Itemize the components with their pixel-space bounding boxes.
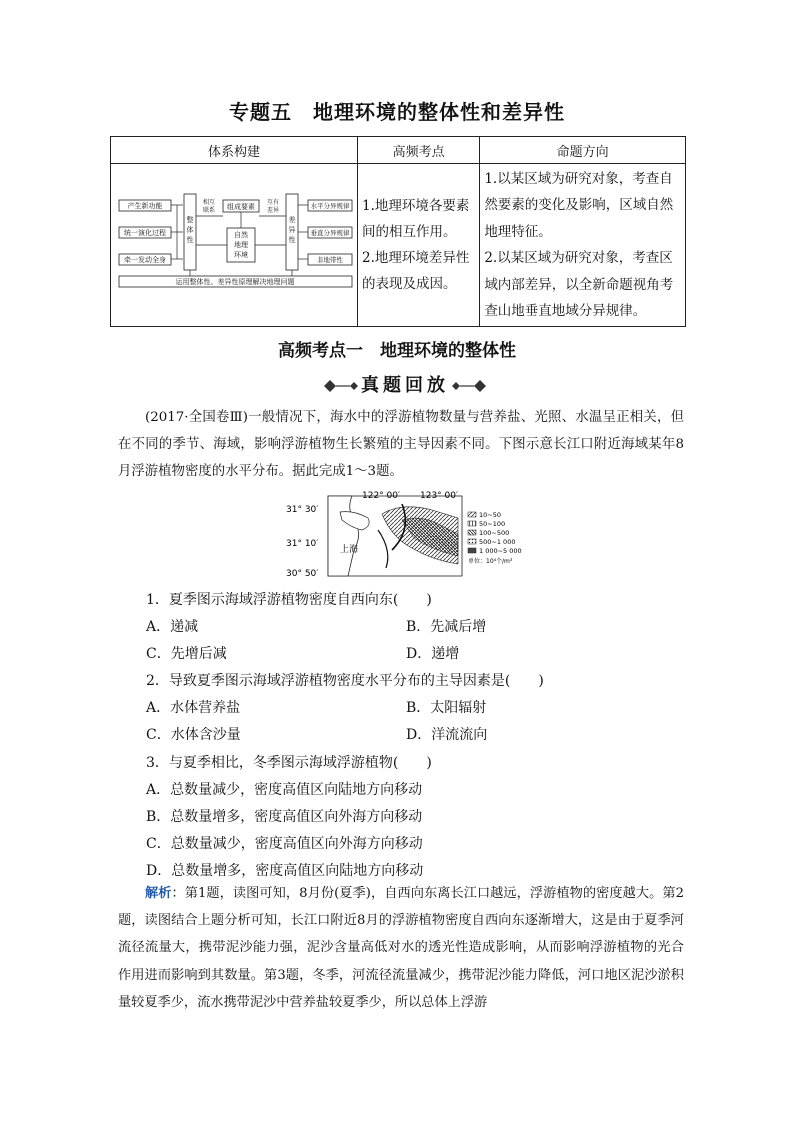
legend-item: 50~100 [479,520,506,528]
diagram-bottom: 运用整体性、差异性原理解决地理问题 [175,278,295,286]
diagram-components: 组成要素 [227,203,255,211]
table-header: 体系构建 [111,137,358,164]
option: B．先减后增 [406,619,487,635]
option: D．递增 [406,646,460,662]
key-points-cell [358,164,480,327]
map-lat-label: 30° 50′ [286,569,319,578]
option: C．总数量减少，密度高值区向外海方向移动 [146,836,423,852]
question-1: 1．夏季图示海域浮游植物密度自西向东( ) [146,592,432,608]
table-header: 命题方向 [480,137,686,164]
diagram-integrity: 整 [186,216,194,224]
page-title: 专题五 地理环境的整体性和差异性 [229,100,565,124]
legend-unit: 单位：10⁴个/m³ [468,558,513,565]
section-title: 高频考点一 地理环境的整体性 [278,341,516,361]
svg-text:地理: 地理 [234,241,248,249]
svg-text:相互: 相互 [202,199,216,206]
plankton-density-map [282,490,542,578]
question-3: 3．与夏季相比，冬季图示海域浮游植物( ) [146,755,432,771]
map-place: 上海 [340,545,359,555]
table-header: 高频考点 [358,137,480,164]
map-lon-label: 122° 00′ [362,491,401,501]
direction: 2.以某区域为研究对象，考查区域内部差异，以全新命题视角考查山地垂直地域分异规律。 [484,250,674,319]
svg-text:异: 异 [288,226,296,234]
legend-item: 500~1 000 [479,538,516,546]
diagram-left-box: 产生新功能 [127,202,163,210]
svg-text:联系: 联系 [202,207,216,214]
system-diagram [111,164,357,326]
option: C．先增后减 [146,646,227,662]
legend-item: 1 000~5 000 [479,547,522,555]
analysis-text: ：第1题，读图可知，8月份(夏季)，自西向东离长江口越远，浮游植物的密度越大。第2题，读图结合上题分析可知，长江口附近8月的浮游植物密度自西向东逐渐增大，这是由于夏季河流径流量大，携带泥沙能力强，泥沙含量高低对水的透光性造成影响，从而影响浮游植物的光合作用进而影响到其数量。第3题，冬季，河流径流量减少，携带泥沙能力降低，河口地区泥沙淤积量较夏季少，流水携带泥沙中营养盐较夏季少，所以总体上浮游 [118,886,684,1010]
overview-table [110,136,686,327]
legend-item: 100~500 [479,529,510,537]
diagram-right-box: 非地带性 [317,256,343,264]
svg-text:性: 性 [288,236,296,244]
map-lat-label: 31° 10′ [286,539,319,549]
option: A．总数量减少，密度高值区向陆地方向移动 [146,782,423,798]
diagram-difference: 差 [288,216,296,224]
option: D．总数量增多，密度高值区向陆地方向移动 [146,863,424,879]
key-point: 2.地理环境差异性的表现及成因。 [362,250,470,292]
svg-text:自然: 自然 [234,231,248,239]
legend-item: 10~50 [479,511,501,519]
option: C．水体含沙量 [146,727,241,743]
option: B．总数量增多，密度高值区向外海方向移动 [146,809,423,825]
diagram-right-box: 水平分异规律 [310,202,350,210]
option: A．水体营养盐 [146,700,241,716]
banner-text: 真题回放 [361,375,449,396]
analysis-label: 解析 [145,886,172,901]
map-lat-label: 31° 30′ [286,505,319,515]
intro-paragraph: (2017·全国卷Ⅲ)一般情况下，海水中的浮游植物数量与营养盐、光照、水温呈正相关，但在不同的季节、海域，影响浮游植物生长繁殖的主导因素不同。下图示意长江口附近海域某年8月浮游植物密度的水平分布。据此完成1～3题。 [118,410,684,479]
analysis-paragraph [118,880,684,1016]
svg-text:性: 性 [186,236,194,244]
banner [320,373,490,399]
svg-text:体: 体 [186,226,194,234]
option: A．递减 [146,619,199,635]
option: B．太阳辐射 [406,700,487,716]
question-2: 2．导致夏季图示海域浮游植物密度水平分布的主导因素是( ) [146,673,544,689]
svg-text:互有: 互有 [266,199,280,206]
option: D．洋流流向 [406,727,488,743]
map-lon-label: 123° 00′ [420,491,459,501]
direction: 1.以某区域为研究对象，考查自然要素的变化及影响，区域自然地理特征。 [484,170,674,240]
diagram-left-box: 统一演化过程 [124,229,166,237]
diagram-left-box: 牵一发动全身 [124,256,166,264]
directions-cell [480,164,686,327]
svg-text:环境: 环境 [234,251,248,259]
svg-text:差异: 差异 [266,207,280,214]
diagram-right-box: 垂直分异规律 [310,229,350,237]
system-diagram-cell [111,164,358,327]
key-point: 1.地理环境各要素间的相互作用。 [362,198,470,240]
